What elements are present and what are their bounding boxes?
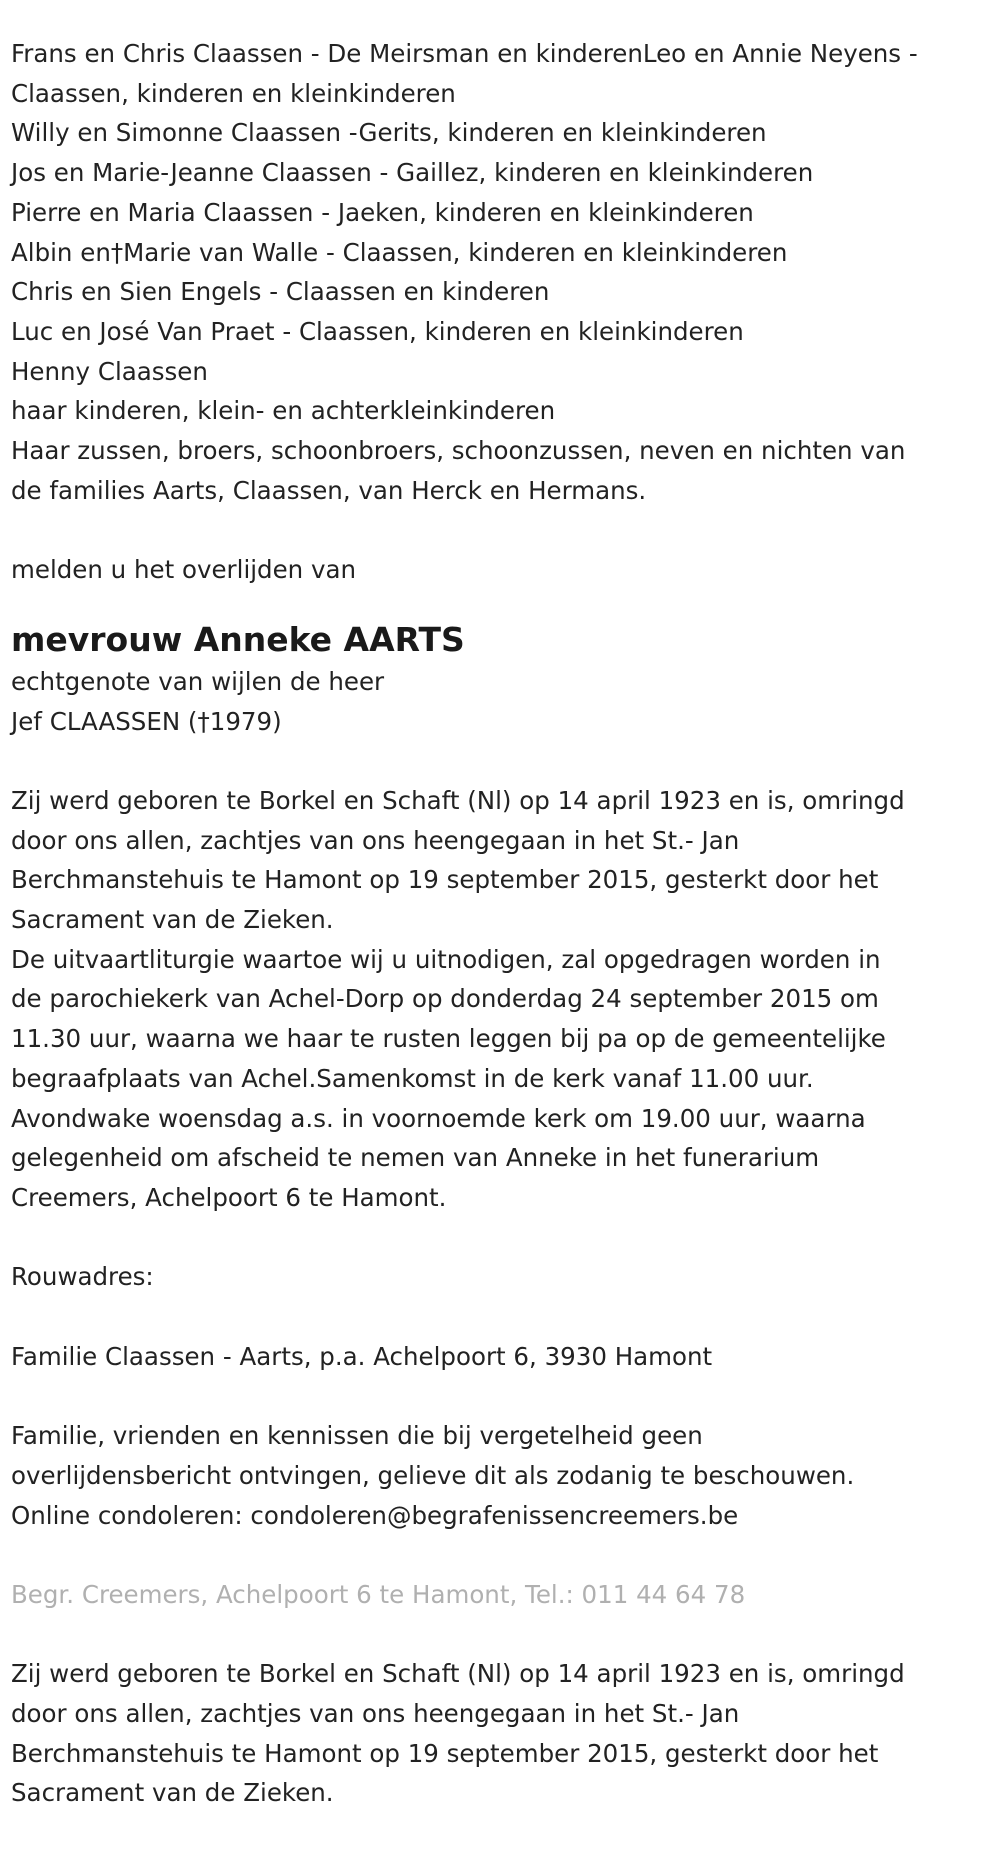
family-line: Luc en José Van Praet - Claassen, kinderen en kleinkinderen	[11, 316, 744, 346]
details-line: gelegenheid om afscheid te nemen van Anneke in het funerarium	[11, 1143, 820, 1173]
spacer	[11, 1297, 980, 1337]
repeat-line: Zij werd geboren te Borkel en Schaft (Nl) op 14 april 1923 en is, omringd	[11, 1659, 905, 1689]
spouse-line: echtgenote van wijlen de heer	[11, 666, 385, 696]
details-line: 11.30 uur, waarna we haar te rusten leggen bij pa op de gemeentelijke	[11, 1024, 886, 1054]
repeat-line: Berchmanstehuis te Hamont op 19 september 2015, gesterkt door het	[11, 1738, 879, 1768]
condolence-notice	[11, 1416, 980, 1535]
details-line: De uitvaartliturgie waartoe wij u uitnodigen, zal opgedragen worden in	[11, 944, 881, 974]
family-list	[11, 34, 980, 510]
details-line: Sacrament van de Zieken.	[11, 905, 334, 935]
mourning-address: Familie Claassen - Aarts, p.a. Achelpoort 6, 3930 Hamont	[11, 1341, 713, 1371]
details-line: door ons allen, zachtjes van ons heengegaan in het St.- Jan	[11, 825, 740, 855]
spacer	[11, 1535, 980, 1575]
notice-line: Familie, vrienden en kennissen die bij vergetelheid geen	[11, 1421, 703, 1451]
family-line: Jos en Marie-Jeanne Claassen - Gaillez, kinderen en kleinkinderen	[11, 158, 814, 188]
details-line: Creemers, Achelpoort 6 te Hamont.	[11, 1182, 447, 1212]
details-line: Zij werd geboren te Borkel en Schaft (Nl) op 14 april 1923 en is, omringd	[11, 785, 905, 815]
announcement-text: melden u het overlijden van	[11, 555, 357, 585]
family-line: Henny Claassen	[11, 356, 208, 386]
spacer	[11, 1376, 980, 1416]
spacer	[11, 741, 980, 781]
spacer	[11, 1615, 980, 1655]
spouse-info	[11, 662, 980, 741]
family-line: Pierre en Maria Claassen - Jaeken, kinderen en kleinkinderen	[11, 197, 754, 227]
spouse-line: Jef CLAASSEN (†1979)	[11, 706, 282, 736]
family-line: de families Aarts, Claassen, van Herck en Hermans.	[11, 475, 647, 505]
family-line: Haar zussen, broers, schoonbroers, schoonzussen, neven en nichten van	[11, 436, 906, 466]
funeral-home-info: Begr. Creemers, Achelpoort 6 te Hamont, Tel.: 011 44 64 78	[11, 1579, 746, 1609]
details-line: Avondwake woensdag a.s. in voornoemde kerk om 19.00 uur, waarna	[11, 1103, 866, 1133]
family-line: Willy en Simonne Claassen -Gerits, kinderen en kleinkinderen	[11, 118, 767, 148]
details-line: begraafplaats van Achel.Samenkomst in de kerk vanaf 11.00 uur.	[11, 1063, 814, 1093]
deceased-name: mevrouw Anneke AARTS	[11, 619, 465, 659]
details-line: Berchmanstehuis te Hamont op 19 september 2015, gesterkt door het	[11, 865, 879, 895]
family-line: Albin en†Marie van Walle - Claassen, kinderen en kleinkinderen	[11, 237, 788, 267]
spacer	[11, 510, 980, 550]
notice-line: overlijdensbericht ontvingen, gelieve dit als zodanig te beschouwen.	[11, 1460, 855, 1490]
spacer	[11, 590, 980, 612]
repeat-line: Sacrament van de Zieken.	[11, 1778, 334, 1808]
family-line: Frans en Chris Claassen - De Meirsman en kinderenLeo en Annie Neyens -	[11, 39, 918, 68]
repeat-line: door ons allen, zachtjes van ons heengegaan in het St.- Jan	[11, 1699, 740, 1729]
family-line: Claassen, kinderen en kleinkinderen	[11, 78, 456, 108]
details-line: de parochiekerk van Achel-Dorp op donderdag 24 september 2015 om	[11, 984, 879, 1014]
funeral-details	[11, 781, 980, 1218]
repeated-details	[11, 1654, 980, 1813]
notice-line: Online condoleren: condoleren@begrafenissencreemers.be	[11, 1500, 739, 1530]
mourning-address-label: Rouwadres:	[11, 1262, 154, 1292]
family-line: haar kinderen, klein- en achterkleinkinderen	[11, 396, 556, 426]
spacer	[11, 1218, 980, 1258]
family-line: Chris en Sien Engels - Claassen en kinderen	[11, 277, 550, 307]
